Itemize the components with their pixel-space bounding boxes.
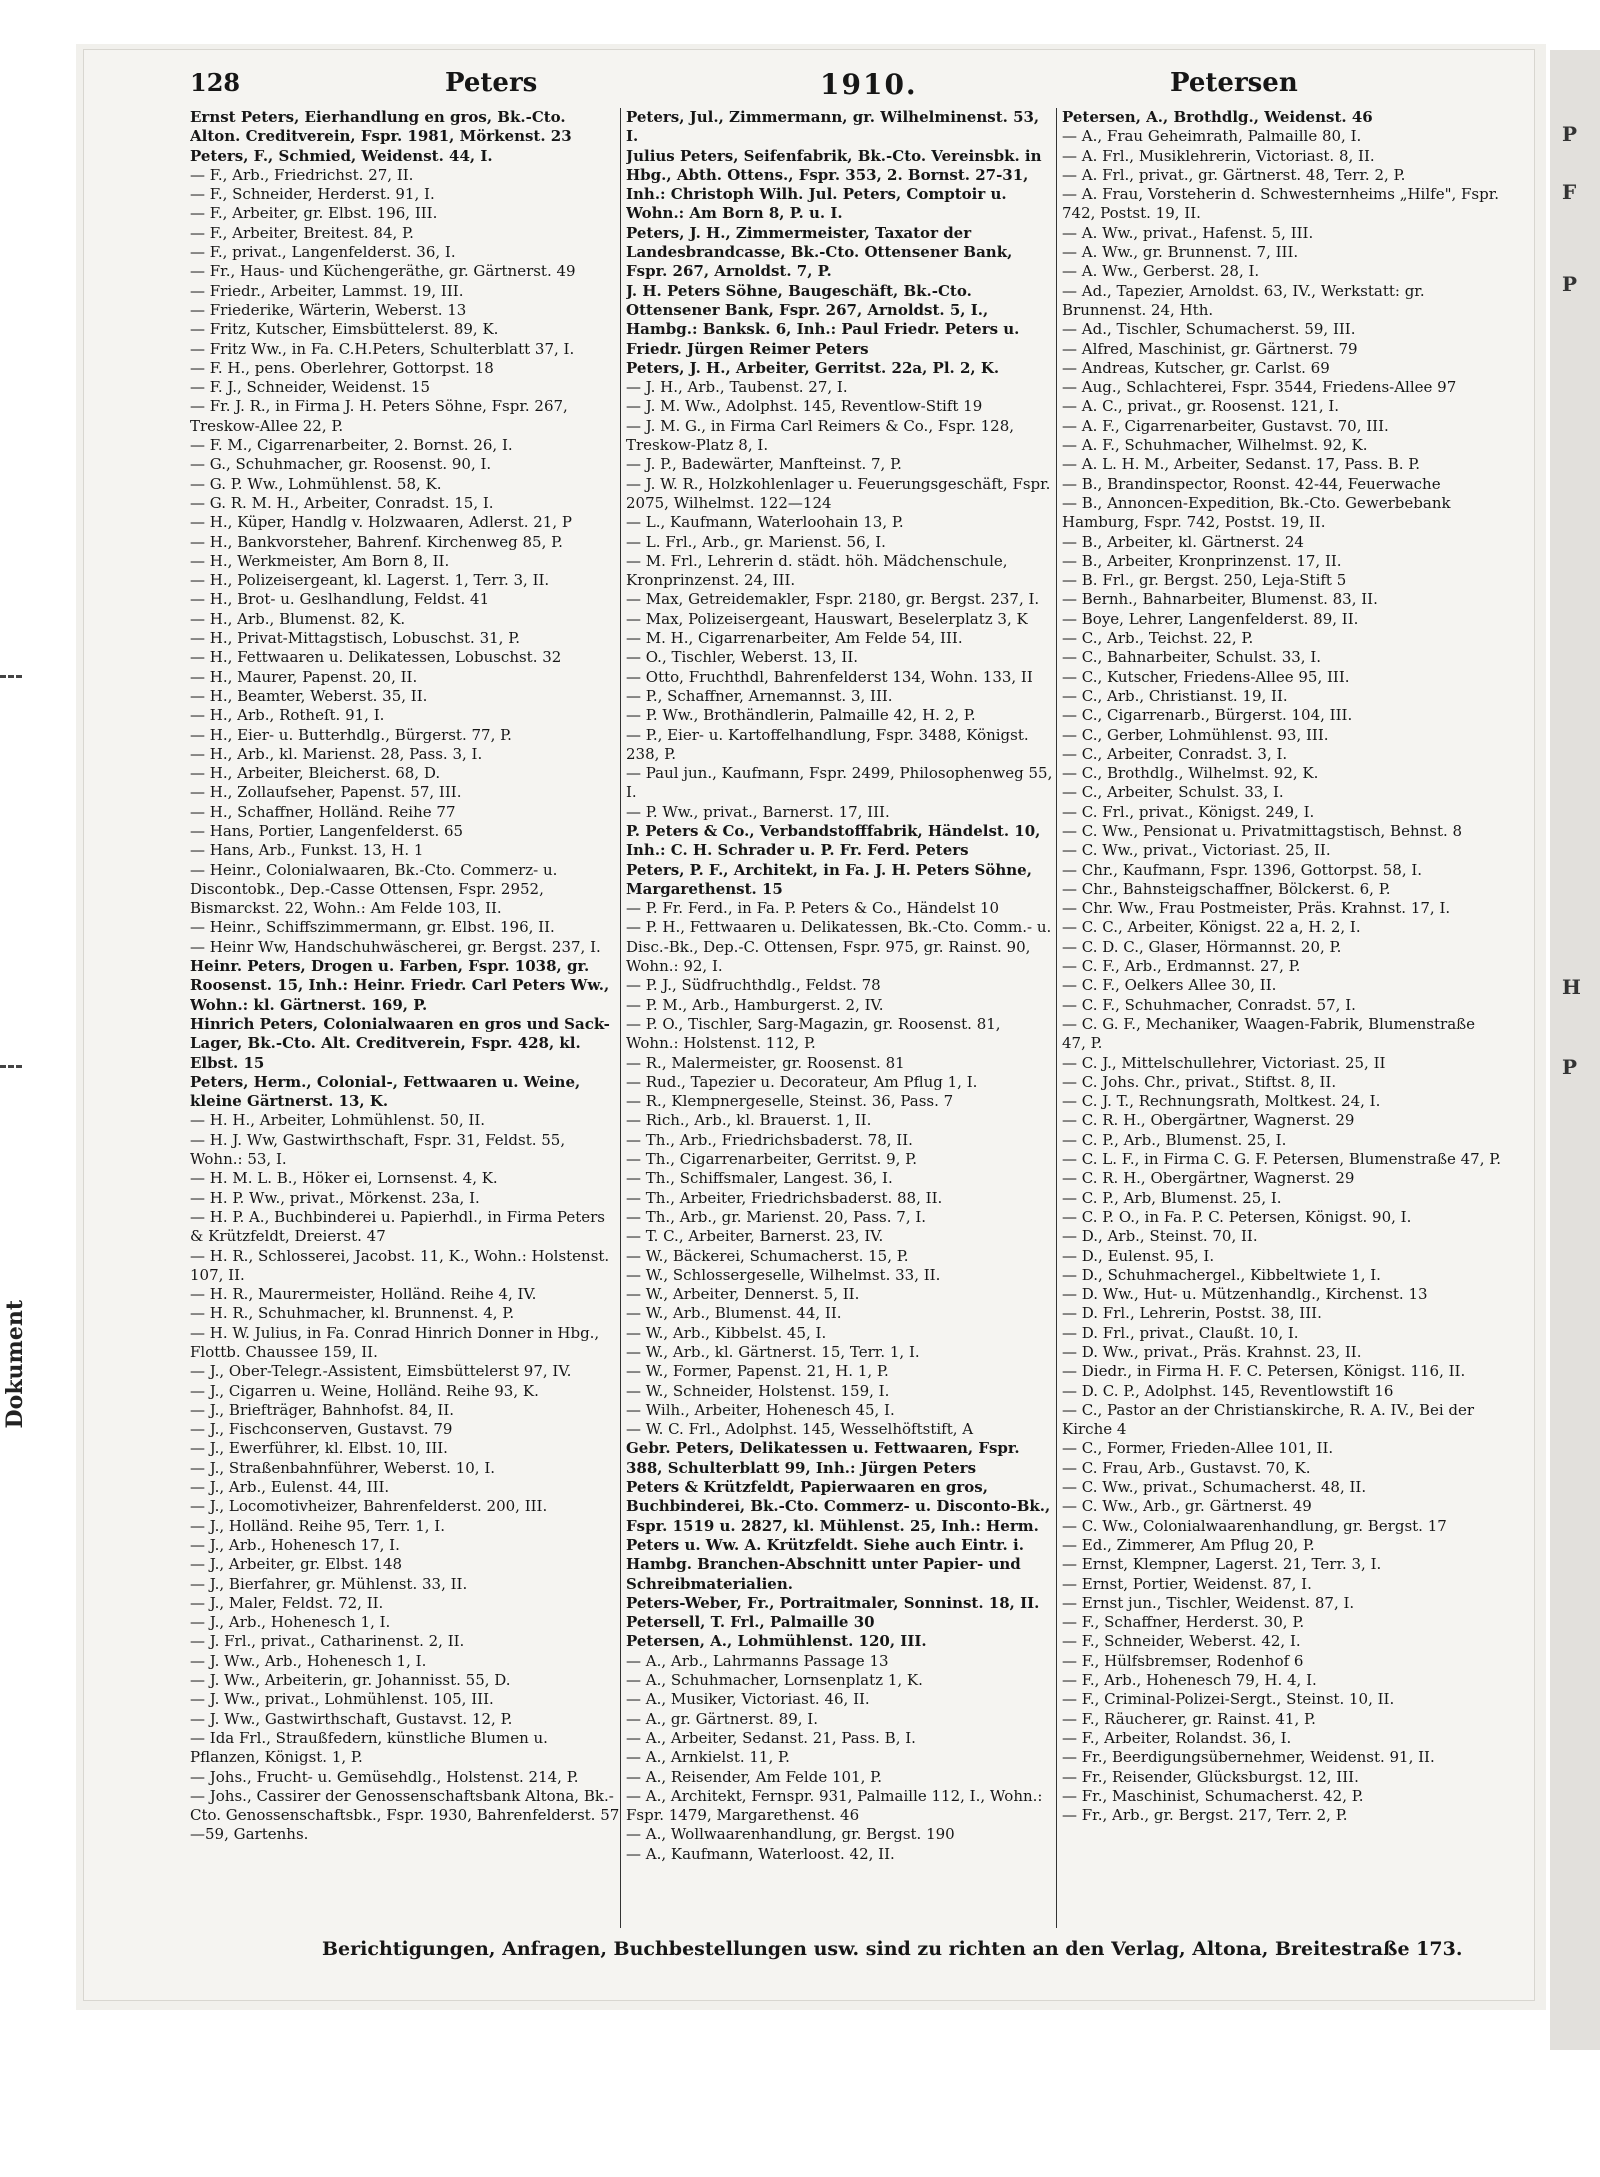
adjacent-page-char: H — [1562, 975, 1581, 999]
directory-entry: — D. Frl., Lehrerin, Postst. 38, III. — [1062, 1304, 1322, 1323]
directory-entry: — A., Wollwaarenhandlung, gr. Bergst. 190 — [626, 1825, 955, 1844]
directory-entry: — F., Schneider, Herderst. 91, I. — [190, 185, 435, 204]
directory-entry: — F., Arbeiter, Rolandst. 36, I. — [1062, 1728, 1292, 1747]
directory-entry: — Fr., Beerdigungsübernehmer, Weidenst. 91, II. — [1062, 1748, 1435, 1767]
directory-entry: — J. H., Arb., Taubenst. 27, I. — [626, 378, 848, 397]
directory-entry: — C. G. F., Mechaniker, Waagen-Fabrik, Blumenstraße 47, P. — [1062, 1014, 1476, 1053]
directory-entry: — Bernh., Bahnarbeiter, Blumenst. 83, II. — [1062, 590, 1378, 609]
directory-entry: — D. C. P., Adolphst. 145, Reventlowstift 16 — [1062, 1381, 1394, 1400]
directory-entry: — Fr., Maschinist, Schumacherst. 42, P. — [1062, 1786, 1364, 1805]
directory-entry: — H., Schaffner, Holländ. Reihe 77 — [190, 802, 456, 821]
directory-entry: Heinr. Peters, Drogen u. Farben, Fspr. 1038, gr. Roosenst. 15, Inh.: Heinr. Friedr. Carl Peters Ww., Wohn.: kl. Gärtnerst. 169, P. — [190, 957, 610, 1014]
directory-entry: — P. Fr. Ferd., in Fa. P. Peters & Co., Händelst 10 — [626, 899, 1000, 918]
directory-entry: Peters, F., Schmied, Weidenst. 44, I. — [190, 146, 493, 165]
directory-entry: — W. C. Frl., Adolphst. 145, Wesselhöftstift, A — [626, 1420, 974, 1439]
directory-entry: — Friedr., Arbeiter, Lammst. 19, III. — [190, 281, 464, 300]
directory-entry: — H., Fettwaaren u. Delikatessen, Lobuschst. 32 — [190, 648, 562, 667]
directory-entry: — C. Frau, Arb., Gustavst. 70, K. — [1062, 1458, 1311, 1477]
directory-entry: Peters, J. H., Arbeiter, Gerritst. 22a, Pl. 2, K. — [626, 358, 1000, 377]
directory-entry: — Fritz, Kutscher, Eimsbüttelerst. 89, K. — [190, 320, 499, 339]
directory-entry: — W., Arb., Blumenst. 44, II. — [626, 1304, 842, 1323]
directory-entry: — Andreas, Kutscher, gr. Carlst. 69 — [1062, 358, 1330, 377]
directory-entry: — Fritz Ww., in Fa. C.H.Peters, Schulterblatt 37, I. — [190, 339, 575, 358]
directory-entry: — A., Arb., Lahrmanns Passage 13 — [626, 1651, 889, 1670]
directory-entry: — J. Ww., Arbeiterin, gr. Johannisst. 55, D. — [190, 1671, 511, 1690]
publisher-footer: Berichtigungen, Anfragen, Buchbestellungen usw. sind zu richten an den Verlag, Altona, Breitestraße 173. — [322, 1938, 1463, 1960]
directory-entry: — Ad., Tischler, Schumacherst. 59, III. — [1062, 320, 1356, 339]
directory-entry: — J., Ewerführer, kl. Elbst. 10, III. — [190, 1439, 448, 1458]
directory-entry: Peters & Krützfeldt, Papierwaaren en gros, Buchbinderei, Bk.-Cto. Commerz- u. Disconto-Bk., Fspr. 1519 u. 2827, kl. Mühlenst. 25, Inh.: Herm. Peters u. Ww. A. Krützfeldt. Siehe auch Eintr. i. Hambg. Branchen-Abschnitt unter Papier- und Schreibmaterialien. — [626, 1478, 1051, 1593]
directory-entry: — A. Frl., Musiklehrerin, Victoriast. 8, II. — [1062, 146, 1375, 165]
directory-entry: — A. Ww., Gerberst. 28, I. — [1062, 262, 1260, 281]
directory-entry: — P. O., Tischler, Sarg-Magazin, gr. Roosenst. 81, Wohn.: Holstenst. 112, P. — [626, 1014, 1001, 1053]
directory-entry: — H. P. A., Buchbinderei u. Papierhdl., in Firma Peters & Krützfeldt, Dreierst. 47 — [190, 1207, 605, 1246]
left-margin-label: Dokument — [2, 1300, 28, 1429]
directory-entry: — Hans, Portier, Langenfelderst. 65 — [190, 821, 464, 840]
directory-entry: — C., Former, Frieden-Allee 101, II. — [1062, 1439, 1334, 1458]
page-header — [190, 68, 1540, 108]
directory-entry: — D. Ww., Hut- u. Mützenhandlg., Kirchenst. 13 — [1062, 1285, 1428, 1304]
directory-entry: — G. P. Ww., Lohmühlenst. 58, K. — [190, 474, 442, 493]
directory-entry: — F., Arbeiter, gr. Elbst. 196, III. — [190, 204, 438, 223]
directory-entry: — Max, Polizeisergeant, Hauswart, Beselerplatz 3, K — [626, 609, 1028, 628]
directory-entry: — C. F., Arb., Erdmannst. 27, P. — [1062, 957, 1301, 976]
directory-entry: — C. J., Mittelschullehrer, Victoriast. 25, II — [1062, 1053, 1386, 1072]
directory-entry: — Aug., Schlachterei, Fspr. 3544, Friedens-Allee 97 — [1062, 378, 1457, 397]
directory-entry: — H. W. Julius, in Fa. Conrad Hinrich Donner in Hbg., Flottb. Chaussee 159, II. — [190, 1323, 600, 1361]
directory-entry: — J. Ww., Arb., Hohenesch 1, I. — [190, 1651, 427, 1670]
directory-entry: — J., Cigarren u. Weine, Holländ. Reihe 93, K. — [190, 1381, 539, 1400]
directory-entry: — C. Ww., Pensionat u. Privatmittagstisch, Behnst. 8 — [1062, 821, 1463, 840]
directory-entry: P. Peters & Co., Verbandstofffabrik, Händelst. 10, Inh.: C. H. Schrader u. P. Fr. Ferd. Peters — [626, 821, 1041, 860]
directory-entry: — A., Kaufmann, Waterloost. 42, II. — [626, 1844, 895, 1863]
directory-entry: — F. M., Cigarrenarbeiter, 2. Bornst. 26, I. — [190, 436, 513, 455]
directory-entry: — Fr. J. R., in Firma J. H. Peters Söhne, Fspr. 267, Treskow-Allee 22, P. — [190, 397, 568, 435]
directory-entry: Hinrich Peters, Colonialwaaren en gros und Sack-Lager, Bk.-Cto. Alt. Creditverein, Fspr. 428, kl. Elbst. 15 — [190, 1014, 610, 1072]
directory-entry: Petersen, A., Lohmühlenst. 120, III. — [626, 1632, 927, 1651]
directory-entry: — A. C., privat., gr. Roosenst. 121, I. — [1062, 397, 1340, 416]
directory-entry: — M. H., Cigarrenarbeiter, Am Felde 54, III. — [626, 629, 963, 648]
directory-entry: — C., Gerber, Lohmühlenst. 93, III. — [1062, 725, 1329, 744]
directory-entry: — F. J., Schneider, Weidenst. 15 — [190, 378, 431, 397]
directory-entry: — A., Arbeiter, Sedanst. 21, Pass. B, I. — [626, 1728, 916, 1747]
directory-entry: — A. F., Schuhmacher, Wilhelmst. 92, K. — [1062, 436, 1368, 455]
directory-entry: — C., Bahnarbeiter, Schulst. 33, I. — [1062, 648, 1322, 667]
left-running-head: Peters — [445, 68, 538, 98]
directory-entry: — W., Bäckerei, Schumacherst. 15, P. — [626, 1246, 909, 1265]
directory-entry: — C., Arb., Teichst. 22, P. — [1062, 629, 1254, 648]
directory-entry: — A., Reisender, Am Felde 101, P. — [626, 1767, 882, 1786]
directory-entry: — H., Privat-Mittagstisch, Lobuschst. 31, P. — [190, 629, 521, 648]
directory-entry: — A. Ww., gr. Brunnenst. 7, III. — [1062, 243, 1299, 262]
directory-entry: — C., Arbeiter, Schulst. 33, I. — [1062, 783, 1284, 802]
directory-entry: — Paul jun., Kaufmann, Fspr. 2499, Philosophenweg 55, I. — [626, 764, 1053, 802]
directory-entry: — B., Brandinspector, Roonst. 42-44, Feuerwache — [1062, 474, 1441, 493]
directory-entry: — J., Arb., Hohenesch 1, I. — [190, 1613, 391, 1632]
directory-entry: — Max, Getreidemakler, Fspr. 2180, gr. Bergst. 237, I. — [626, 590, 1040, 609]
directory-entry: — H., Zollaufseher, Papenst. 57, III. — [190, 783, 462, 802]
directory-column-2 — [626, 108, 1056, 1864]
directory-entry: — D., Eulenst. 95, I. — [1062, 1246, 1215, 1265]
directory-entry: — Th., Arb., gr. Marienst. 20, Pass. 7, I. — [626, 1207, 927, 1226]
directory-entry: — Hans, Arb., Funkst. 13, H. 1 — [190, 841, 424, 860]
directory-entry: — P. M., Arb., Hamburgerst. 2, IV. — [626, 995, 884, 1014]
directory-entry: — J., Bierfahrer, gr. Mühlenst. 33, II. — [190, 1574, 468, 1593]
directory-entry: — J. M. G., in Firma Carl Reimers & Co., Fspr. 128, Treskow-Platz 8, I. — [626, 416, 1015, 455]
directory-entry: — Chr., Kaufmann, Fspr. 1396, Gottorpst. 58, I. — [1062, 860, 1423, 879]
directory-entry: — C. D. C., Glaser, Hörmannst. 20, P. — [1062, 937, 1342, 956]
directory-entry: — Ernst, Klempner, Lagerst. 21, Terr. 3, I. — [1062, 1555, 1382, 1574]
directory-entry: — Fr., Reisender, Glücksburgst. 12, III. — [1062, 1767, 1359, 1786]
directory-entry: — H., Arb., Blumenst. 82, K. — [190, 609, 406, 628]
directory-entry: — H. H., Arbeiter, Lohmühlenst. 50, II. — [190, 1111, 486, 1130]
directory-entry: — T. C., Arbeiter, Barnerst. 23, IV. — [626, 1227, 884, 1246]
directory-entry: — C. P. O., in Fa. P. C. Petersen, Königst. 90, I. — [1062, 1207, 1412, 1226]
directory-entry: — G., Schuhmacher, gr. Roosenst. 90, I. — [190, 455, 492, 474]
directory-entry: — C., Brothdlg., Wilhelmst. 92, K. — [1062, 764, 1319, 783]
directory-entry: — C. F., Schuhmacher, Conradst. 57, I. — [1062, 995, 1356, 1014]
year-heading: 1910. — [820, 68, 918, 101]
directory-entry: — B., Arbeiter, kl. Gärtnerst. 24 — [1062, 532, 1304, 551]
directory-entry: — B. Frl., gr. Bergst. 250, Leja-Stift 5 — [1062, 571, 1347, 590]
column-divider — [620, 108, 621, 1928]
directory-entry: Petersell, T. Frl., Palmaille 30 — [626, 1613, 875, 1632]
directory-entry: — Th., Schiffsmaler, Langest. 36, I. — [626, 1169, 893, 1188]
directory-entry: — P. Ww., Brothändlerin, Palmaille 42, H. 2, P. — [626, 706, 976, 725]
directory-entry: — Ida Frl., Straußfedern, künstliche Blumen u. Pflanzen, Königst. 1, P. — [190, 1728, 548, 1767]
directory-entry: — C. Frl., privat., Königst. 249, I. — [1062, 802, 1315, 821]
directory-entry: — Fr., Arb., gr. Bergst. 217, Terr. 2, P. — [1062, 1806, 1348, 1825]
directory-entry: — J., Fischconserven, Gustavst. 79 — [190, 1420, 453, 1439]
directory-entry: — C. L. F., in Firma C. G. F. Petersen, Blumenstraße 47, P. — [1062, 1150, 1502, 1169]
directory-entry: — J., Locomotivheizer, Bahrenfelderst. 200, III. — [190, 1497, 548, 1516]
directory-entry: Peters-Weber, Fr., Portraitmaler, Sonninst. 18, II. — [626, 1593, 1040, 1612]
directory-entry: — Rud., Tapezier u. Decorateur, Am Pflug 1, I. — [626, 1072, 978, 1091]
directory-entry: Ernst Peters, Eierhandlung en gros, Bk.-Cto. Alton. Creditverein, Fspr. 1981, Mörkenst. 23 — [190, 108, 572, 146]
directory-entry: — Heinr., Colonialwaaren, Bk.-Cto. Commerz- u. Discontobk., Dep.-Casse Ottensen, Fspr. 2952, Bismarckst. 22, Wohn.: Am Felde 103, II. — [190, 860, 558, 918]
directory-entry: — Ernst jun., Tischler, Weidenst. 87, I. — [1062, 1593, 1355, 1612]
directory-entry: — C. J. T., Rechnungsrath, Moltkest. 24, I. — [1062, 1092, 1381, 1111]
directory-entry: — H., Beamter, Weberst. 35, II. — [190, 686, 428, 705]
directory-entry: — F., Arb., Hohenesch 79, H. 4, I. — [1062, 1671, 1317, 1690]
directory-entry: — Th., Arb., Friedrichsbaderst. 78, II. — [626, 1130, 913, 1149]
directory-entry: — C. Ww., privat., Schumacherst. 48, II. — [1062, 1478, 1367, 1497]
directory-entry: — H., Arb., Rotheſt. 91, I. — [190, 706, 385, 725]
directory-entry: Petersen, A., Brothdlg., Weidenst. 46 — [1062, 108, 1373, 126]
directory-entry: — Alfred, Maschinist, gr. Gärtnerst. 79 — [1062, 339, 1358, 358]
fold-mark — [0, 1065, 22, 1068]
directory-entry: — O., Tischler, Weberst. 13, II. — [626, 648, 859, 667]
directory-entry: — Ad., Tapezier, Arnoldst. 63, IV., Werkstatt: gr. Brunnenst. 24, Hth. — [1062, 281, 1425, 319]
fold-mark — [0, 675, 22, 678]
directory-entry: — J. W. R., Holzkohlenlager u. Feuerungsgeschäft, Fspr. 2075, Wilhelmst. 122—124 — [626, 474, 1051, 512]
directory-entry: — F., Schneider, Weberst. 42, I. — [1062, 1632, 1301, 1651]
directory-entry: — C., Arbeiter, Conradst. 3, I. — [1062, 744, 1288, 763]
directory-entry: — H., Polizeisergeant, kl. Lagerst. 1, Terr. 3, II. — [190, 571, 550, 590]
directory-entry: — J., Holländ. Reihe 95, Terr. 1, I. — [190, 1516, 445, 1535]
directory-entry: — Th., Arbeiter, Friedrichsbaderst. 88, II. — [626, 1188, 943, 1207]
directory-entry: — H. R., Schuhmacher, kl. Brunnenst. 4, P. — [190, 1304, 515, 1323]
directory-entry: — P. J., Südfruchthdlg., Feldst. 78 — [626, 976, 881, 995]
directory-entry: — F., Schaffner, Herderst. 30, P. — [1062, 1613, 1305, 1632]
directory-entry: — J. P., Badewärter, Manfteinst. 7, P. — [626, 455, 902, 474]
directory-entry: — C. F., Oelkers Allee 30, II. — [1062, 976, 1277, 995]
directory-entry: — C. Johs. Chr., privat., Stiftst. 8, II. — [1062, 1072, 1337, 1091]
directory-entry: — H. R., Maurermeister, Holländ. Reihe 4, IV. — [190, 1285, 537, 1304]
directory-entry: — Th., Cigarrenarbeiter, Gerritst. 9, P. — [626, 1150, 917, 1169]
directory-entry: — P., Schaffner, Arnemannst. 3, III. — [626, 686, 893, 705]
directory-entry: — P. H., Fettwaaren u. Delikatessen, Bk.-Cto. Comm.- u. Disc.-Bk., Dep.-C. Ottensen, Fspr. 975, gr. Rainst. 90, Wohn.: 92, I. — [626, 918, 1052, 976]
directory-column-1 — [190, 108, 620, 1845]
directory-entry: — Boye, Lehrer, Langenfelderst. 89, II. — [1062, 609, 1359, 628]
directory-entry: — W., Former, Papenst. 21, H. 1, P. — [626, 1362, 889, 1381]
directory-entry: — J., Briefträger, Bahnhofst. 84, II. — [190, 1400, 455, 1419]
directory-entry: — W., Arb., kl. Gärtnerst. 15, Terr. 1, I. — [626, 1343, 920, 1361]
directory-entry: — J., Maler, Feldst. 72, II. — [190, 1593, 384, 1612]
directory-entry: — D., Schuhmachergel., Kibbeltwiete 1, I. — [1062, 1265, 1381, 1284]
directory-entry: — C., Arb., Christianst. 19, II. — [1062, 686, 1288, 705]
directory-entry: — H. J. Ww, Gastwirthschaft, Fspr. 31, Feldst. 55, Wohn.: 53, I. — [190, 1130, 566, 1169]
directory-entry: — J., Straßenbahnführer, Weberst. 10, I. — [190, 1458, 496, 1477]
directory-entry: — C. C., Arbeiter, Königst. 22 a, H. 2, I. — [1062, 918, 1361, 937]
directory-entry: — A. F., Cigarrenarbeiter, Gustavst. 70, III. — [1062, 416, 1389, 435]
directory-entry: — Chr., Bahnsteigschaffner, Bölckerst. 6, P. — [1062, 879, 1391, 898]
directory-entry: — M. Frl., Lehrerin d. städt. höh. Mädchenschule, Kronprinzenst. 24, III. — [626, 551, 1008, 590]
directory-entry: — G. R. M. H., Arbeiter, Conradst. 15, I. — [190, 493, 494, 512]
directory-entry: — L., Kaufmann, Waterloohain 13, P. — [626, 513, 904, 532]
directory-entry: — D. Ww., privat., Präs. Krahnst. 23, II. — [1062, 1343, 1362, 1361]
directory-entry: — A., gr. Gärtnerst. 89, I. — [626, 1709, 818, 1728]
directory-entry: — B., Annoncen-Expedition, Bk.-Cto. Gewerbebank Hamburg, Fspr. 742, Postst. 19, II. — [1062, 493, 1451, 532]
right-running-head: Petersen — [1170, 68, 1298, 98]
directory-entry: — H., Maurer, Papenst. 20, II. — [190, 667, 418, 686]
directory-entry: — Johs., Frucht- u. Gemüsehdlg., Holstenst. 214, P. — [190, 1767, 579, 1786]
directory-entry: — A., Architekt, Fernspr. 931, Palmaille 112, I., Wohn.: Fspr. 1479, Margarethenst. 46 — [626, 1786, 1043, 1825]
directory-entry: — C., Pastor an der Christianskirche, R. A. IV., Bei der Kirche 4 — [1062, 1400, 1475, 1439]
directory-entry: — A., Arnkielst. 11, P. — [626, 1748, 790, 1767]
directory-entry: — Heinr Ww, Handschuhwäscherei, gr. Bergst. 237, I. — [190, 937, 601, 956]
directory-entry: — J., Arbeiter, gr. Elbst. 148 — [190, 1555, 403, 1574]
directory-entry: — F., privat., Langenfelderst. 36, I. — [190, 243, 456, 262]
directory-entry: — H., Eier- u. Butterhdlg., Bürgerst. 77, P. — [190, 725, 512, 744]
directory-entry: — P., Eier- u. Kartoffelhandlung, Fspr. 3488, Königst. 238, P. — [626, 725, 1029, 763]
directory-entry: — H., Werkmeister, Am Born 8, II. — [190, 551, 450, 570]
directory-entry: Peters, Herm., Colonial-, Fettwaaren u. Weine, kleine Gärtnerst. 13, K. — [190, 1072, 581, 1111]
directory-entry: Julius Peters, Seifenfabrik, Bk.-Cto. Vereinsbk. in Hbg., Abth. Ottens., Fspr. 353, 2. Bornst. 27-31, Inh.: Christoph Wilh. Jul. Peters, Comptoir u. Wohn.: Am Born 8, P. u. I. — [626, 146, 1042, 223]
directory-entry: — F., Hülfsbremser, Rodenhof 6 — [1062, 1651, 1304, 1670]
directory-entry: Peters, Jul., Zimmermann, gr. Wilhelminenst. 53, I. — [626, 108, 1040, 146]
adjacent-page-strip — [1550, 50, 1600, 2050]
directory-entry: — F. H., pens. Oberlehrer, Gottorpst. 18 — [190, 358, 494, 377]
directory-entry: — W., Schlossergeselle, Wilhelmst. 33, II. — [626, 1265, 941, 1284]
adjacent-page-char: P — [1562, 272, 1578, 296]
directory-entry: — H., Küper, Handlg v. Holzwaaren, Adlerst. 21, P — [190, 513, 572, 532]
directory-entry: — A., Musiker, Victoriast. 46, II. — [626, 1690, 870, 1709]
directory-entry: — H., Arbeiter, Bleicherst. 68, D. — [190, 764, 441, 783]
directory-entry: — H., Bankvorsteher, Bahrenf. Kirchenweg 85, P. — [190, 532, 563, 551]
directory-entry: — C. Ww., Colonialwaarenhandlung, gr. Bergst. 17 — [1062, 1516, 1447, 1535]
directory-entry: — H. P. Ww., privat., Mörkenst. 23a, I. — [190, 1188, 480, 1207]
directory-entry: — D. Frl., privat., Claußt. 10, I. — [1062, 1323, 1299, 1342]
directory-entry: — C., Kutscher, Friedens-Allee 95, III. — [1062, 667, 1350, 686]
directory-entry: — R., Klempnergeselle, Steinst. 36, Pass. 7 — [626, 1092, 954, 1111]
directory-entry: — Heinr., Schiffszimmermann, gr. Elbst. 196, II. — [190, 918, 555, 937]
left-margin-text — [2, 1300, 28, 1700]
directory-entry: Peters, J. H., Zimmermeister, Taxator der Landesbrandcasse, Bk.-Cto. Ottensener Bank, Fspr. 267, Arnoldst. 7, P. — [626, 223, 1013, 281]
directory-entry: — Diedr., in Firma H. F. C. Petersen, Königst. 116, II. — [1062, 1362, 1466, 1381]
directory-entry: — F., Arbeiter, Breitest. 84, P. — [190, 223, 414, 242]
directory-entry: — H. M. L. B., Höker ei, Lornsenst. 4, K. — [190, 1169, 498, 1188]
directory-entry: — J. Frl., privat., Catharinenst. 2, II. — [190, 1632, 465, 1651]
directory-entry: — J. Ww., Gastwirthschaft, Gustavst. 12, P. — [190, 1709, 513, 1728]
directory-entry: — A. Frau, Vorsteherin d. Schwesternheims „Hilfe", Fspr. 742, Postst. 19, II. — [1062, 185, 1500, 223]
directory-entry: — J. M. Ww., Adolphst. 145, Reventlow-Stift 19 — [626, 397, 983, 416]
directory-entry: — Wilh., Arbeiter, Hohenesch 45, I. — [626, 1400, 895, 1419]
directory-entry: — W., Schneider, Holstenst. 159, I. — [626, 1381, 890, 1400]
directory-entry: — J. Ww., privat., Lohmühlenst. 105, III. — [190, 1690, 494, 1709]
directory-entry: — D., Arb., Steinst. 70, II. — [1062, 1227, 1258, 1246]
directory-entry: — W., Arbeiter, Dennerst. 5, II. — [626, 1285, 860, 1304]
directory-entry: — H., Arb., kl. Marienst. 28, Pass. 3, I. — [190, 744, 483, 763]
directory-entry: — Friederike, Wärterin, Weberst. 13 — [190, 300, 467, 319]
directory-entry: — C. R. H., Obergärtner, Wagnerst. 29 — [1062, 1169, 1355, 1188]
directory-entry: — Fr., Haus- und Küchengeräthe, gr. Gärtnerst. 49 — [190, 262, 576, 281]
directory-entry: — Chr. Ww., Frau Postmeister, Präs. Krahnst. 17, I. — [1062, 899, 1451, 918]
directory-entry: — A. Ww., privat., Hafenst. 5, III. — [1062, 223, 1314, 242]
directory-entry: — J., Arb., Eulenst. 44, III. — [190, 1478, 390, 1497]
directory-entry: Peters, P. F., Architekt, in Fa. J. H. Peters Söhne, Margarethenst. 15 — [626, 860, 1032, 898]
adjacent-page-char: P — [1562, 1055, 1578, 1079]
directory-entry: — C., Cigarrenarb., Bürgerst. 104, III. — [1062, 706, 1353, 725]
directory-entry: — Johs., Cassirer der Genossenschaftsbank Altona, Bk.-Cto. Genossenschaftsbk., Fspr. 1930, Bahrenfelderst. 57—59, Gartenhs. — [190, 1786, 620, 1844]
directory-entry: — C. P., Arb., Blumenst. 25, I. — [1062, 1130, 1287, 1149]
directory-entry: J. H. Peters Söhne, Baugeschäft, Bk.-Cto. Ottensener Bank, Fspr. 267, Arnoldst. 5, I., Hambg.: Banksk. 6, Inh.: Paul Friedr. Peters u. Friedr. Jürgen Reimer Peters — [626, 281, 1020, 358]
directory-entry: — W., Arb., Kibbelst. 45, I. — [626, 1323, 827, 1342]
directory-entry: — A., Schuhmacher, Lornsenplatz 1, K. — [626, 1671, 923, 1690]
directory-entry: — H. R., Schlosserei, Jacobst. 11, K., Wohn.: Holstenst. 107, II. — [190, 1246, 610, 1284]
directory-entry: — B., Arbeiter, Kronprinzenst. 17, II. — [1062, 551, 1342, 570]
directory-entry: — Ernst, Portier, Weidenst. 87, I. — [1062, 1574, 1312, 1593]
directory-entry: — F., Arb., Friedrichst. 27, II. — [190, 165, 414, 184]
directory-entry: — Otto, Fruchthdl, Bahrenfelderst 134, Wohn. 133, II — [626, 667, 1033, 686]
directory-entry: — Rich., Arb., kl. Brauerst. 1, II. — [626, 1111, 872, 1130]
column-divider — [1056, 108, 1057, 1928]
directory-entry: Gebr. Peters, Delikatessen u. Fettwaaren, Fspr. 388, Schulterblatt 99, Inh.: Jürgen Peters — [626, 1439, 1020, 1477]
directory-entry: — A. Frl., privat., gr. Gärtnerst. 48, Terr. 2, P. — [1062, 165, 1406, 184]
directory-entry: — H., Brot- u. Geslhandlung, Feldst. 41 — [190, 590, 490, 609]
directory-entry: — Ed., Zimmerer, Am Pflug 20, P. — [1062, 1535, 1315, 1554]
directory-entry: — R., Malermeister, gr. Roosenst. 81 — [626, 1053, 905, 1072]
page-number: 128 — [190, 68, 241, 97]
directory-entry: — F., Criminal-Polizei-Sergt., Steinst. 10, II. — [1062, 1690, 1395, 1709]
directory-entry: — J., Arb., Hohenesch 17, I. — [190, 1535, 400, 1554]
directory-entry: — C. Ww., Arb., gr. Gärtnerst. 49 — [1062, 1497, 1312, 1516]
directory-entry: — J., Ober-Telegr.-Assistent, Eimsbüttelerst 97, IV. — [190, 1362, 572, 1381]
directory-entry: — C. Ww., privat., Victoriast. 25, II. — [1062, 841, 1331, 860]
directory-entry: — A. L. H. M., Arbeiter, Sedanst. 17, Pass. B. P. — [1062, 455, 1421, 474]
directory-entry: — L. Frl., Arb., gr. Marienst. 56, I. — [626, 532, 886, 551]
adjacent-page-char: P — [1562, 122, 1578, 146]
directory-entry: — C. P., Arb, Blumenst. 25, I. — [1062, 1188, 1282, 1207]
directory-entry: — P. Ww., privat., Barnerst. 17, III. — [626, 802, 890, 821]
directory-column-3 — [1062, 108, 1502, 1825]
directory-entry: — C. R. H., Obergärtner, Wagnerst. 29 — [1062, 1111, 1355, 1130]
directory-entry: — F., Räucherer, gr. Rainst. 41, P. — [1062, 1709, 1316, 1728]
directory-entry: — A., Frau Geheimrath, Palmaille 80, I. — [1062, 127, 1362, 146]
adjacent-page-char: F — [1562, 180, 1577, 204]
